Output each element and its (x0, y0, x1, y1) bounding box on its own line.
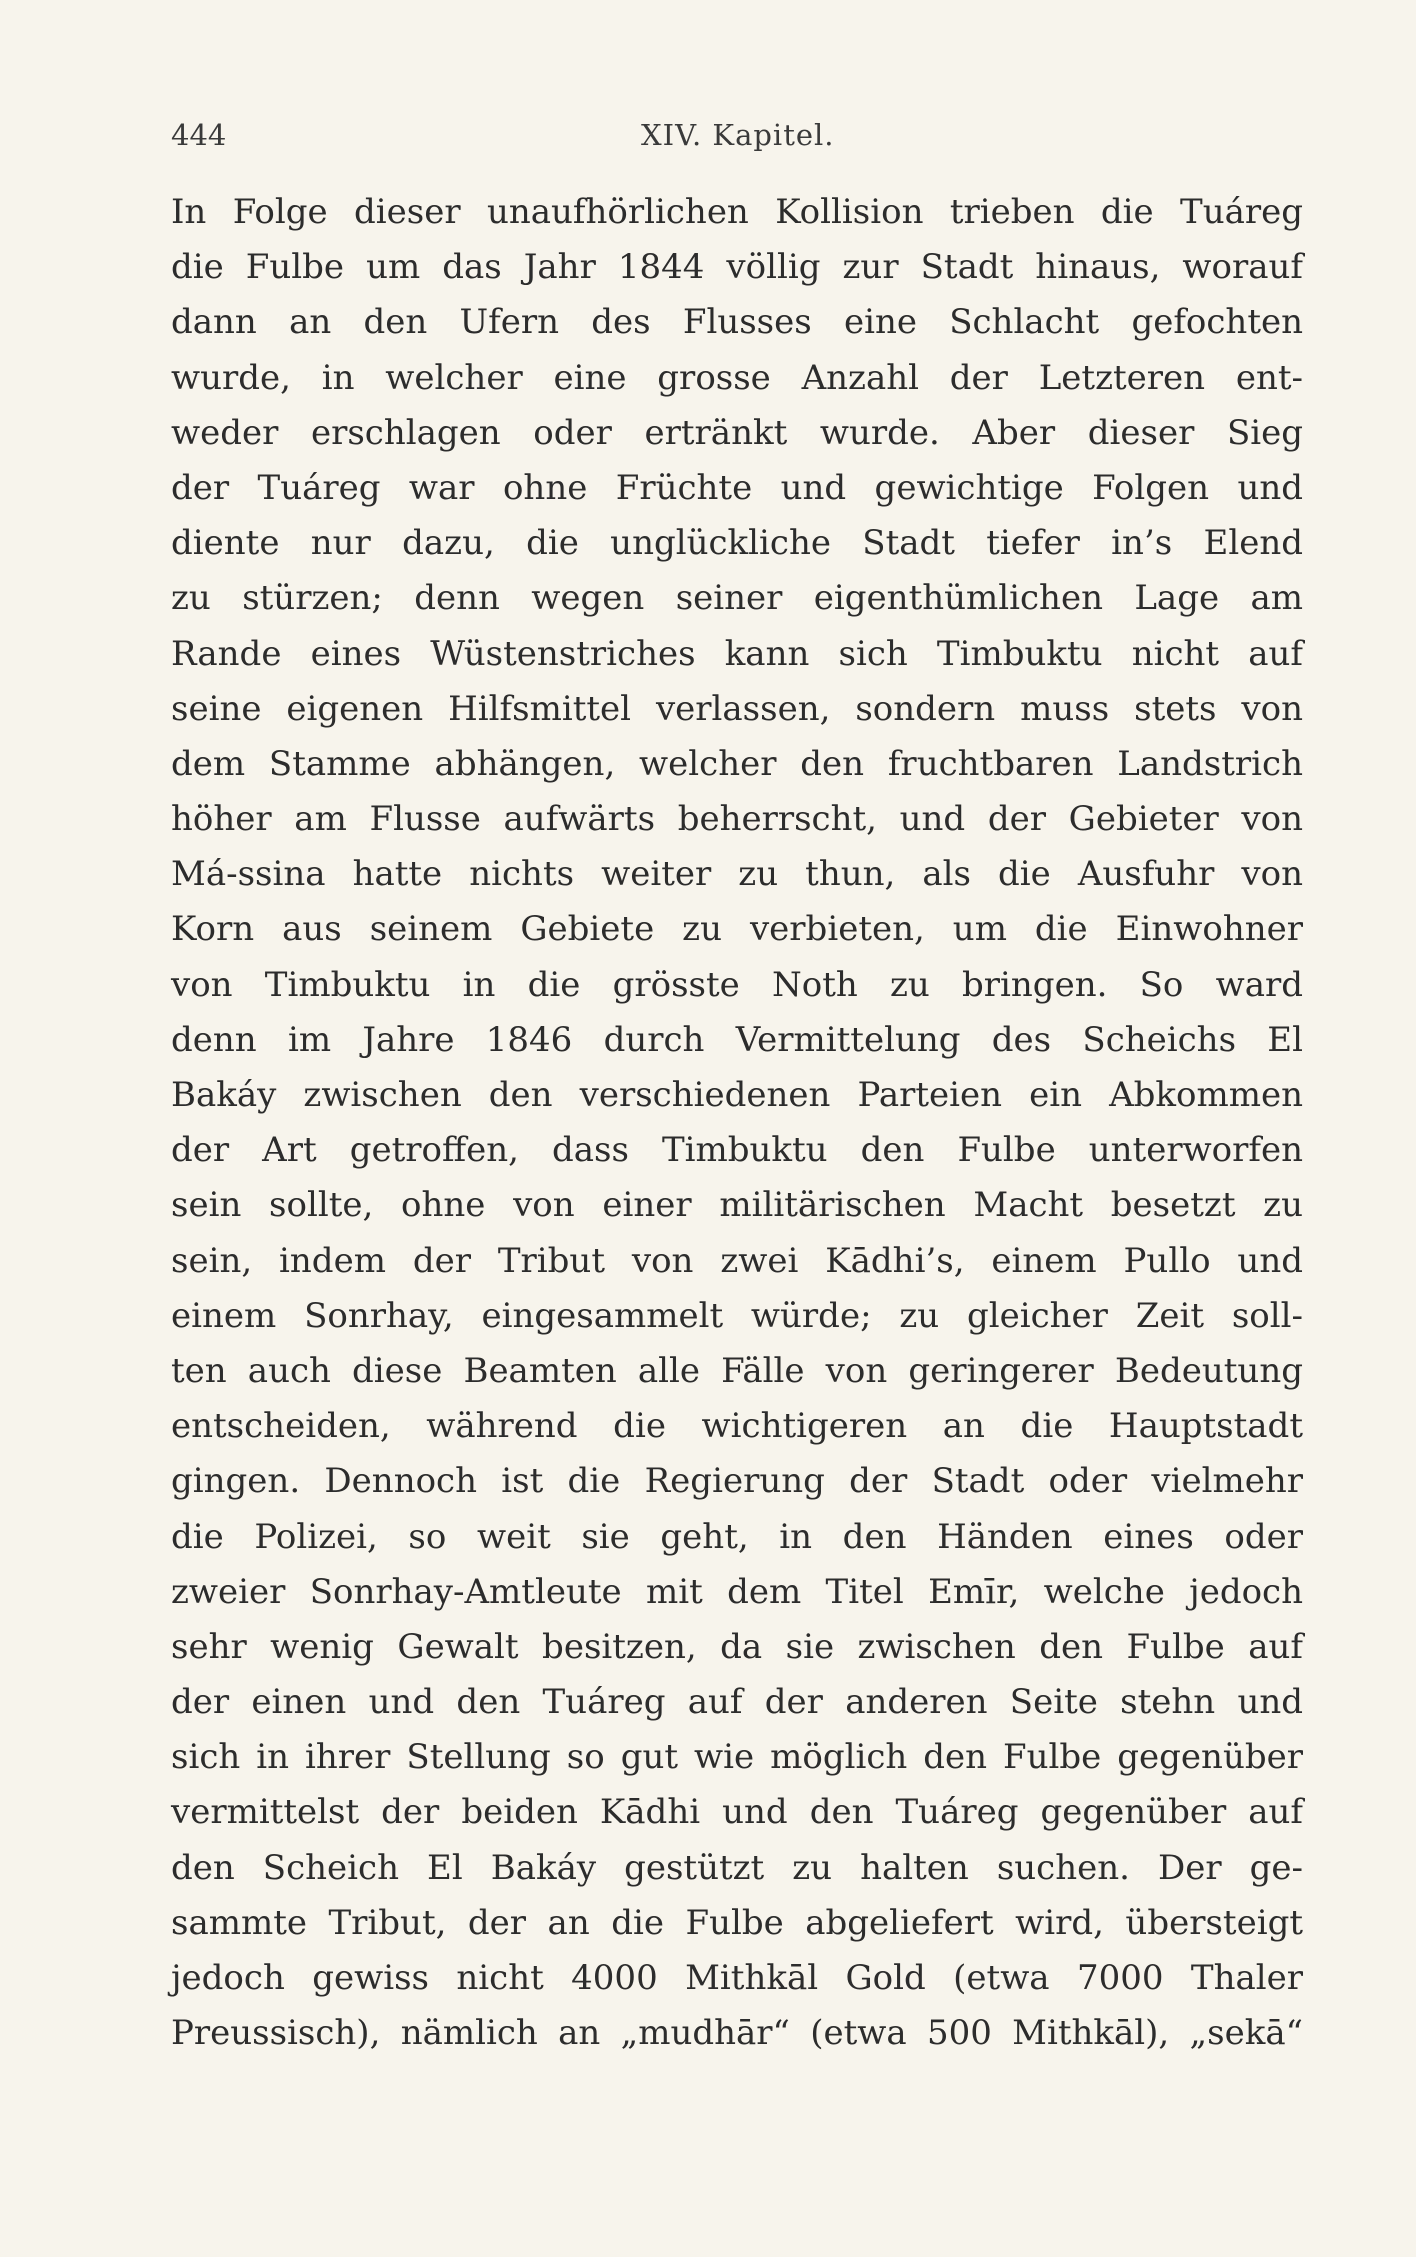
text-line: den Scheich El Bakáy gestützt zu halten suchen. Der ge- (171, 1847, 1303, 1888)
text-line: der Tuáreg war ohne Früchte und gewichtige Folgen und (171, 467, 1303, 508)
text-line: Korn aus seinem Gebiete zu verbieten, um die Einwohner (171, 909, 1303, 950)
text-line: seine eigenen Hilfsmittel verlassen, sondern muss stets von (171, 688, 1303, 729)
text-line: Preussisch), nämlich an „mudhār“ (etwa 500 Mithkāl), „sekā“ (171, 2013, 1303, 2054)
text-line: der einen und den Tuáreg auf der anderen Seite stehn und (171, 1682, 1303, 1723)
text-line: jedoch gewiss nicht 4000 Mithkāl Gold (etwa 7000 Thaler (171, 1958, 1303, 1998)
text-line: denn im Jahre 1846 durch Vermittelung des Scheichs El (171, 1019, 1303, 1060)
text-line: dann an den Ufern des Flusses eine Schlacht gefochten (171, 302, 1303, 343)
chapter-title: XIV. Kapitel. (641, 118, 835, 152)
text-line: sammte Tribut, der an die Fulbe abgeliefert wird, übersteigt (171, 1902, 1303, 1943)
text-line: sein, indem der Tribut von zwei Kādhi’s, einem Pullo und (171, 1240, 1303, 1281)
text-line: die Polizei, so weit sie geht, in den Händen eines oder (171, 1516, 1303, 1557)
text-line: sein sollte, ohne von einer militärischen Macht besetzt zu (171, 1185, 1303, 1226)
text-line: sehr wenig Gewalt besitzen, da sie zwischen den Fulbe auf (171, 1626, 1303, 1667)
text-line: In Folge dieser unaufhörlichen Kollision trieben die Tuáreg (171, 192, 1303, 232)
text-line: dem Stamme abhängen, welcher den fruchtbaren Landstrich (171, 743, 1303, 784)
text-line: einem Sonrhay, eingesammelt würde; zu gleicher Zeit soll- (171, 1295, 1303, 1336)
text-line: Má-ssina hatte nichts weiter zu thun, als die Ausfuhr von (171, 854, 1303, 895)
text-line: entscheiden, während die wichtigeren an die Hauptstadt (171, 1406, 1303, 1447)
text-line: Rande eines Wüstenstriches kann sich Timbuktu nicht auf (171, 633, 1303, 674)
text-line: ten auch diese Beamten alle Fälle von geringerer Bedeutung (171, 1350, 1303, 1391)
page-number: 444 (171, 118, 227, 152)
text-line: vermittelst der beiden Kādhi und den Tuáreg gegenüber auf (171, 1792, 1303, 1833)
text-line: höher am Flusse aufwärts beherrscht, und der Gebieter von (171, 799, 1303, 840)
text-line: weder erschlagen oder ertränkt wurde. Aber dieser Sieg (171, 412, 1303, 453)
text-line: zu stürzen; denn wegen seiner eigenthümlichen Lage am (171, 578, 1303, 619)
text-line: zweier Sonrhay-Amtleute mit dem Titel Emīr, welche jedoch (171, 1571, 1303, 1612)
text-line: diente nur dazu, die unglückliche Stadt tiefer in’s Elend (171, 523, 1303, 564)
text-line: wurde, in welcher eine grosse Anzahl der Letzteren ent- (171, 357, 1303, 398)
text-line: von Timbuktu in die grösste Noth zu bringen. So ward (171, 964, 1303, 1005)
text-line: gingen. Dennoch ist die Regierung der Stadt oder vielmehr (171, 1461, 1303, 1502)
running-header (171, 118, 1303, 158)
text-line: der Art getroffen, dass Timbuktu den Fulbe unterworfen (171, 1130, 1303, 1171)
text-line: die Fulbe um das Jahr 1844 völlig zur Stadt hinaus, worauf (171, 247, 1303, 288)
body-text (171, 185, 1303, 2061)
text-line: sich in ihrer Stellung so gut wie möglich den Fulbe gegenüber (171, 1737, 1303, 1778)
text-line: Bakáy zwischen den verschiedenen Parteien ein Abkommen (171, 1075, 1303, 1115)
